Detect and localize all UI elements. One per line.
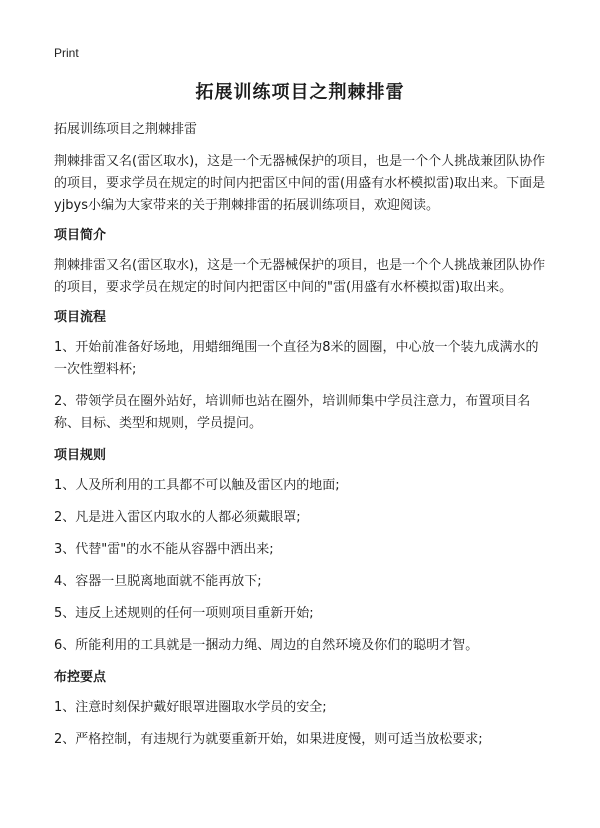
- section-heading-process: 项目流程: [54, 310, 107, 325]
- document-body: [54, 119, 546, 761]
- rule-item-1: 1、人及所利用的工具都不可以触及雷区内的地面;: [54, 478, 340, 493]
- rule-item-4: 4、容器一旦脱离地面就不能再放下;: [54, 574, 262, 589]
- rule-item-5: 5、违反上述规则的任何一项则项目重新开始;: [54, 606, 314, 621]
- print-link[interactable]: Print: [54, 46, 79, 60]
- rule-item-6: 6、所能利用的工具就是一捆动力绳、周边的自然环境及你们的聪明才智。: [54, 638, 479, 653]
- control-item-2: 2、严格控制，有违规行为就要重新开始，如果进度慢，则可适当放松要求;: [54, 732, 483, 747]
- section-heading-overview: 项目简介: [54, 228, 107, 243]
- process-item-2: 2、带领学员在圈外站好，培训师也站在圈外，培训师集中学员注意力，布置项目名称、目标、类型和规则，学员提问。: [54, 394, 531, 431]
- document-subtitle: 拓展训练项目之荆棘排雷: [54, 122, 198, 137]
- page-title: 拓展训练项目之荆棘排雷: [195, 82, 405, 103]
- section-heading-control: 布控要点: [54, 670, 107, 685]
- process-item-1: 1、开始前准备好场地，用蜡细绳围一个直径为8米的圆圈，中心放一个装九成满水的一次性塑料杯;: [54, 340, 539, 377]
- overview-paragraph: 荆棘排雷又名(雷区取水)，这是一个无器械保护的项目，也是一个个人挑战兼团队协作的项目，要求学员在规定的时间内把雷区中间的"雷(用盛有水杯模拟雷)取出来。: [54, 258, 546, 295]
- control-item-1: 1、注意时刻保护戴好眼罩进圈取水学员的安全;: [54, 700, 327, 715]
- rule-item-3: 3、代替"雷"的水不能从容器中洒出来;: [54, 542, 274, 557]
- section-heading-rules: 项目规则: [54, 448, 107, 463]
- rule-item-2: 2、凡是进入雷区内取水的人都必须戴眼罩;: [54, 510, 301, 525]
- intro-paragraph: 荆棘排雷又名(雷区取水)，这是一个无器械保护的项目，也是一个个人挑战兼团队协作的项目，要求学员在规定的时间内把雷区中间的雷(用盛有水杯模拟雷)取出来。下面是yjbys小编为大家带来的关于荆棘排雷的拓展训练项目，欢迎阅读。: [54, 154, 546, 213]
